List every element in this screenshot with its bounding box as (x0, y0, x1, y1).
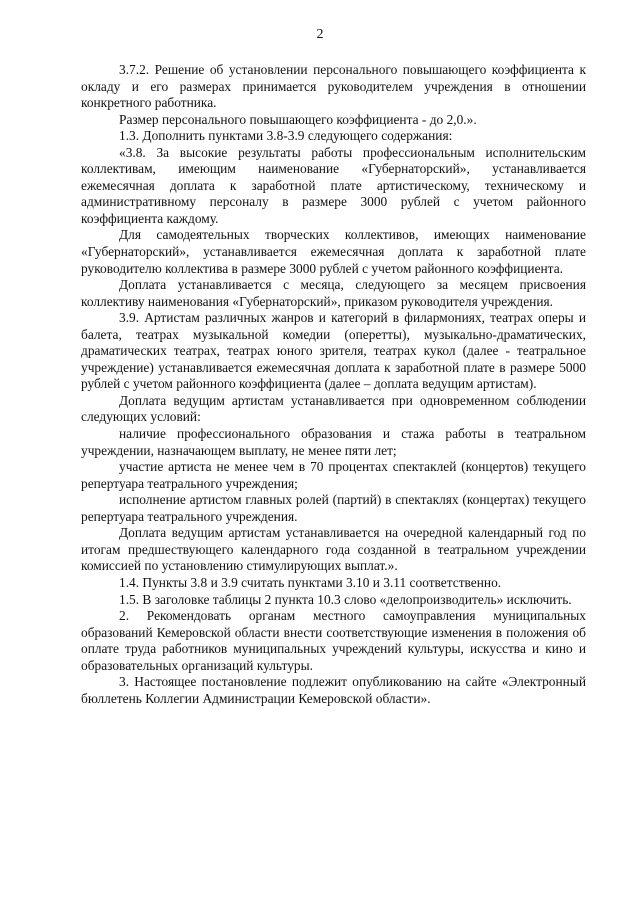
paragraph-conditions-intro: Доплата ведущим артистам устанавливается при одновременном соблюдении следующих условий: (81, 392, 586, 425)
page-number: 2 (316, 27, 324, 42)
paragraph-condition-participation: участие артиста не менее чем в 70 процентах спектаклей (концертов) текущего репертуара театрального учреждения; (81, 459, 586, 491)
paragraph-3-8: «3.8. За высокие результаты работы профессиональным исполнительским коллективам, имеющим наименование «Губернаторский», устанавливается ежемесячная доплата к заработной плате артистическому, техническому и административному персоналу в размере 3000 рублей с учетом районного коэффициента каждому. (81, 144, 586, 226)
paragraph-1-4: 1.4. Пункты 3.8 и 3.9 считать пунктами 3.10 и 3.11 соответственно. (119, 574, 502, 590)
paragraph-condition-lead-roles: исполнение артистом главных ролей (партий) в спектаклях (концертах) текущего репертуара театрального учреждения. (81, 492, 586, 524)
paragraph-coefficient-limit: Размер персонального повышающего коэффициента - до 2,0.». (119, 111, 477, 127)
paragraph-3: 3. Настоящее постановление подлежит опубликованию на сайте «Электронный бюллетень Коллегии Администрации Кемеровской области». (81, 674, 586, 706)
paragraph-3-7-2: 3.7.2. Решение об установлении персонального повышающего коэффициента к окладу и его размерах принимается руководителем учреждения в отношении конкретного работника. (81, 62, 586, 111)
paragraph-1-3: 1.3. Дополнить пунктами 3.8-3.9 следующего содержания: (119, 128, 453, 144)
paragraph-annual-establishment: Доплата ведущим артистам устанавливается на очередной календарный год по итогам предшествующего календарного года созданной в театральном учреждении комиссией по установлению стимулирующих выплат.». (81, 525, 586, 574)
paragraph-2: 2. Рекомендовать органам местного самоуправления муниципальных образований Кемеровской области внести соответствующие изменения в положения об оплате труда работников муниципальных учреждений культуры, искусства и кино и образовательных организаций культуры. (81, 608, 586, 673)
document-body (81, 62, 586, 707)
paragraph-3-9: 3.9. Артистам различных жанров и категорий в филармониях, театрах оперы и балета, театрах музыкальной комедии (оперетты), музыкально-драматических, драматических театрах, театрах юного зрителя, театрах кукол (далее - театральное учреждение) устанавливается ежемесячная доплата к заработной плате в размере 5000 рублей с учетом районного коэффициента (далее – доплата ведущим артистам). (81, 310, 586, 392)
paragraph-1-5: 1.5. В заголовке таблицы 2 пункта 10.3 слово «делопроизводитель» исключить. (119, 591, 572, 607)
paragraph-condition-education: наличие профессионального образования и стажа работы в театральном учреждении, назначающем выплату, не менее пяти лет; (81, 426, 586, 458)
paragraph-payment-start: Доплата устанавливается с месяца, следующего за месяцем присвоения коллективу наименования «Губернаторский», приказом руководителя учреждения. (81, 277, 586, 309)
paragraph-amateur-collectives: Для самодеятельных творческих коллективов, имеющих наименование «Губернаторский», устанавливается ежемесячная доплата к заработной плате руководителю коллектива в размере 3000 рублей с учетом районного коэффициента. (81, 227, 586, 276)
